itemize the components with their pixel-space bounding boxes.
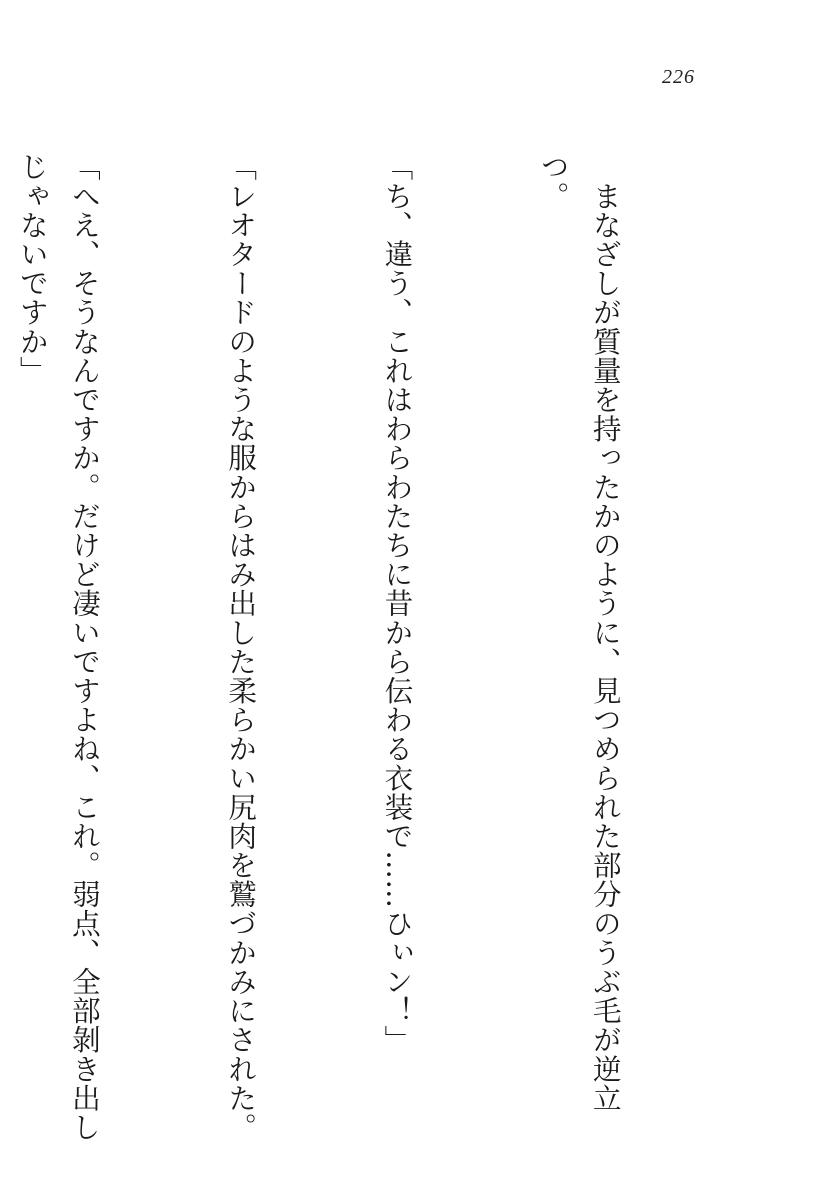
text-line: 「ち、違う、これはわらわたちに昔から伝わる衣装で……ひぃン！」 bbox=[380, 152, 415, 1055]
page-number: 226 bbox=[662, 66, 695, 88]
text-line: 「レオタードのような服からはみ出した柔らかい尻肉を鷲づかみにされた。 bbox=[224, 152, 259, 1142]
body-text bbox=[0, 152, 736, 1162]
text-line: まなざしが質量を持ったかのように、見つめられた部分のうぶ毛が逆立つ。 bbox=[536, 152, 623, 1113]
text-line: 「へえ、そうなんですか。だけど凄いですよね、これ。弱点、全部剝き出しじゃないですか」 bbox=[15, 152, 102, 1142]
